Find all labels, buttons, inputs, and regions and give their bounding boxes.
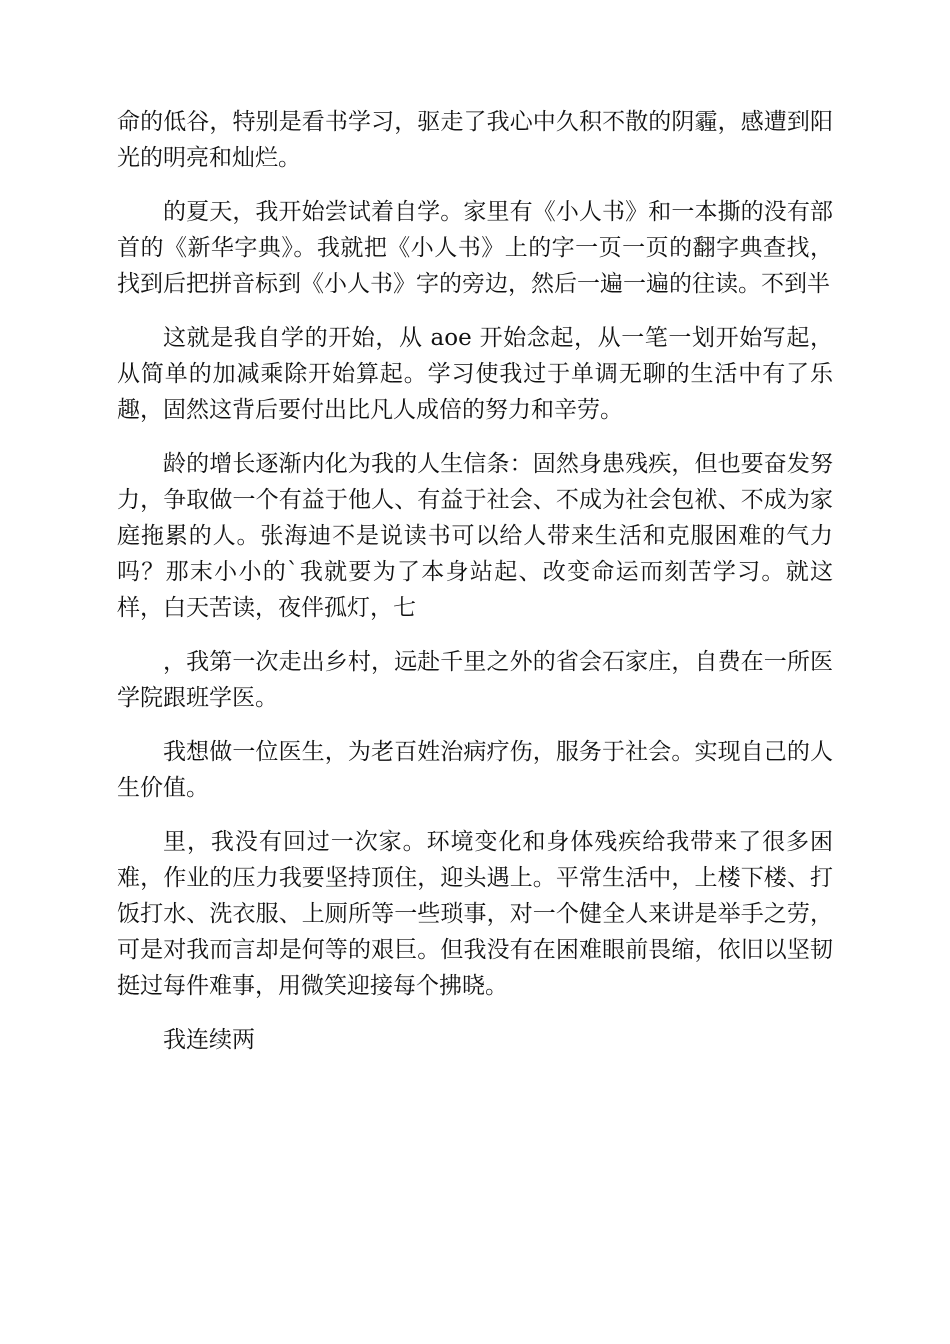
paragraph-8: 我连续两 bbox=[163, 1027, 255, 1053]
paragraph-6: 我想做一位医生，为老百姓治病疗伤，服务于社会。实现自己的人生价值。 bbox=[117, 739, 833, 801]
document-page bbox=[117, 104, 833, 1076]
paragraph-4: 龄的增长逐渐内化为我的人生信条：固然身患残疾，但也要奋发努力，争取做一个有益于他人、有益于社会、不成为社会包袱、不成为家庭拖累的人。张海迪不是说读书可以给人带来生活和克服困难的气力吗？那末小小的`我就要为了本身站起、改变命运而刻苦学习。就这样，白天苦读，夜伴孤灯，七 bbox=[117, 451, 833, 621]
paragraph-7: 里，我没有回过一次家。环境变化和身体残疾给我带来了很多困难，作业的压力我要坚持顶住，迎头遇上。平常生活中，上楼下楼、打饭打水、洗衣服、上厕所等一些琐事，对一个健全人来讲是举手之劳，可是对我而言却是何等的艰巨。但我没有在困难眼前畏缩，依旧以坚韧挺过每件难事，用微笑迎接每个拂晓。 bbox=[117, 829, 833, 999]
paragraph-3: 这就是我自学的开始，从 aoe 开始念起，从一笔一划开始写起，从简单的加减乘除开始算起。学习使我过于单调无聊的生活中有了乐趣，固然这背后要付出比凡人成倍的努力和辛劳。 bbox=[117, 325, 833, 423]
paragraph-5: ，我第一次走出乡村，远赴千里之外的省会石家庄，自费在一所医学院跟班学医。 bbox=[117, 649, 833, 711]
paragraph-2: 的夏天，我开始尝试着自学。家里有《小人书》和一本撕的没有部首的《新华字典》。我就把《小人书》上的字一页一页的翻字典查找，找到后把拼音标到《小人书》字的旁边，然后一遍一遍的往读。不到半 bbox=[117, 199, 833, 297]
paragraph-1: 命的低谷，特别是看书学习，驱走了我心中久积不散的阴霾，感遭到阳光的明亮和灿烂。 bbox=[117, 109, 833, 171]
